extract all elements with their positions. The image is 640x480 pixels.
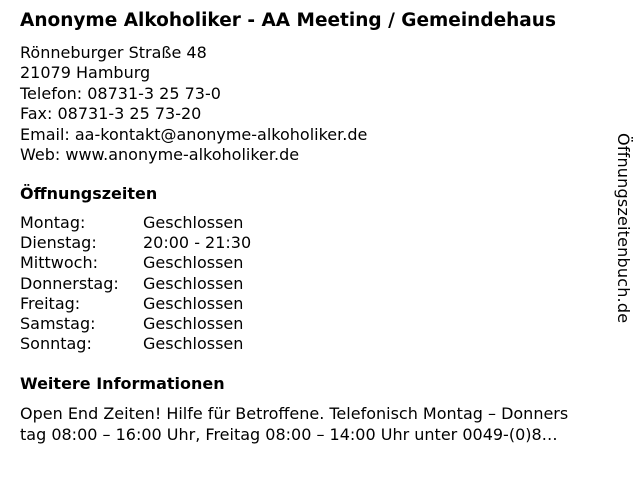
page-title: Anonyme Alkoholiker - AA Meeting / Gemeindehaus <box>20 10 556 31</box>
website: Web: www.anonyme-alkoholiker.de <box>20 145 300 165</box>
opening-hours-table <box>20 213 251 354</box>
day-label: Dienstag: <box>20 233 97 253</box>
address-street: Rönneburger Straße 48 <box>20 43 207 62</box>
more-info-line: Open End Zeiten! Hilfe für Betroffene. Telefonisch Montag – Donners <box>20 404 569 423</box>
more-info-line: tag 08:00 – 16:00 Uhr, Freitag 08:00 – 14:00 Uhr unter 0049-(0)8… <box>20 424 558 444</box>
day-hours: Geschlossen <box>143 314 244 334</box>
fax-number: Fax: 08731-3 25 73-20 <box>20 104 202 124</box>
more-info-heading: Weitere Informationen <box>20 374 225 393</box>
day-label: Donnerstag: <box>20 273 119 293</box>
day-hours: 20:00 - 21:30 <box>143 233 252 253</box>
hours-row-thursday <box>20 274 251 294</box>
more-info-text <box>20 404 625 445</box>
day-label: Samstag: <box>20 314 96 334</box>
site-watermark: Öffnungszeitenbuch.de <box>614 133 633 324</box>
day-label: Mittwoch: <box>20 253 98 273</box>
contact-block <box>20 43 367 165</box>
hours-row-saturday <box>20 314 251 334</box>
email-address: Email: aa-kontakt@anonyme-alkoholiker.de <box>20 124 368 144</box>
day-hours: Geschlossen <box>143 213 244 232</box>
day-label: Montag: <box>20 213 86 232</box>
day-label: Freitag: <box>20 293 81 313</box>
address-city: 21079 Hamburg <box>20 63 151 83</box>
day-hours: Geschlossen <box>143 273 244 293</box>
day-hours: Geschlossen <box>143 253 244 273</box>
phone-number: Telefon: 08731-3 25 73-0 <box>20 83 221 103</box>
hours-row-friday <box>20 294 251 314</box>
hours-row-wednesday <box>20 253 251 273</box>
hours-row-tuesday <box>20 233 251 253</box>
day-label: Sonntag: <box>20 334 92 354</box>
day-hours: Geschlossen <box>143 293 244 313</box>
opening-hours-heading: Öffnungszeiten <box>20 184 158 203</box>
hours-row-sunday <box>20 334 251 354</box>
day-hours: Geschlossen <box>143 334 244 354</box>
hours-row-monday <box>20 213 251 233</box>
